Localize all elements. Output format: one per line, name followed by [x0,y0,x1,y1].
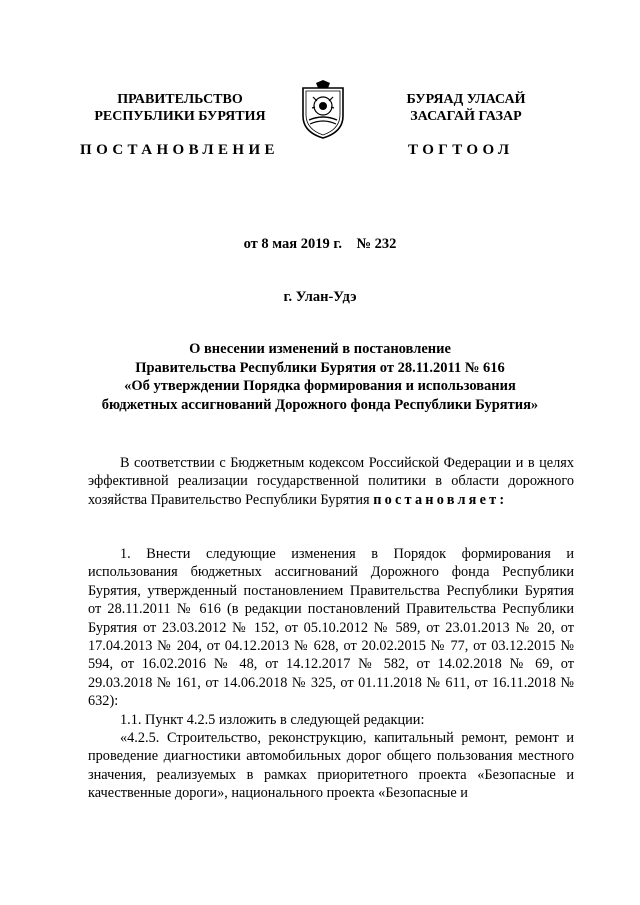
header-right [374,91,558,125]
document-type-bua: ТОГТООЛ [408,142,514,158]
header-left [88,91,272,125]
main-text [88,545,574,803]
header-left-line1: ПРАВИТЕЛЬСТВО [117,92,243,107]
intro-paragraph [88,454,574,509]
paragraph-1-1: 1.1. Пункт 4.2.5 изложить в следующей редакции: [120,711,425,728]
header-right-line1: БУРЯАД УЛАСАЙ [406,92,526,107]
intro-text: В соответствии с Бюджетным кодексом Российской Федерации и в целях эффективной реализации государственной политики в области дорожного хозяйства Правительство Республики Бурятия [88,455,574,508]
document-subject [92,340,548,414]
resolve-word: постановляет: [373,491,508,508]
subject-line-2: Правительства Республики Бурятия от 28.11.2011 № 616 [135,359,505,376]
subject-line-4: бюджетных ассигнований Дорожного фонда Республики Бурятия» [101,396,539,413]
paragraph-quote: «4.2.5. Строительство, реконструкцию, капитальный ремонт, ремонт и проведение диагностики автомобильных дорог общего пользования местного значения, реализуемых в рамках приоритетного проекта «Безопасные и качественные дороги», национального проекта «Безопасные и [88,730,574,802]
city: г. Улан-Удэ [283,289,357,305]
subject-line-3: «Об утверждении Порядка формирования и использования [124,378,516,394]
header-right-line2: ЗАСАГАЙ ГАЗАР [410,109,522,124]
document-type-ru: ПОСТАНОВЛЕНИЕ [80,142,279,158]
subject-line-1: О внесении изменений в постановление [189,341,451,357]
date-and-number: от 8 мая 2019 г. № 232 [243,236,397,252]
header-left-line2: РЕСПУБЛИКИ БУРЯТИЯ [94,109,266,124]
paragraph-1: 1. Внести следующие изменения в Порядок формирования и использования бюджетных ассигнований Дорожного фонда Республики Бурятия, утвержденный постановлением Правительства Республики Бурятия от 28.11.2011 № 616 (в редакции постановлений Правительства Республики Бурятия от 23.03.2012 № 152, от 05.10.2012 № 589, от 23.01.2013 № 20, от 17.04.2013 № 204, от 04.12.2013 № 628, от 20.02.2015 № 77, от 03.12.2015 № 594, от 16.02.2016 № 48, от 14.12.2017 № 582, от 14.02.2018 № 69, от 29.03.2018 № 161, от 14.06.2018 № 325, от 01.11.2018 № 611, от 16.11.2018 № 632): [88,546,574,710]
coat-of-arms-buryatia-icon [298,80,348,140]
